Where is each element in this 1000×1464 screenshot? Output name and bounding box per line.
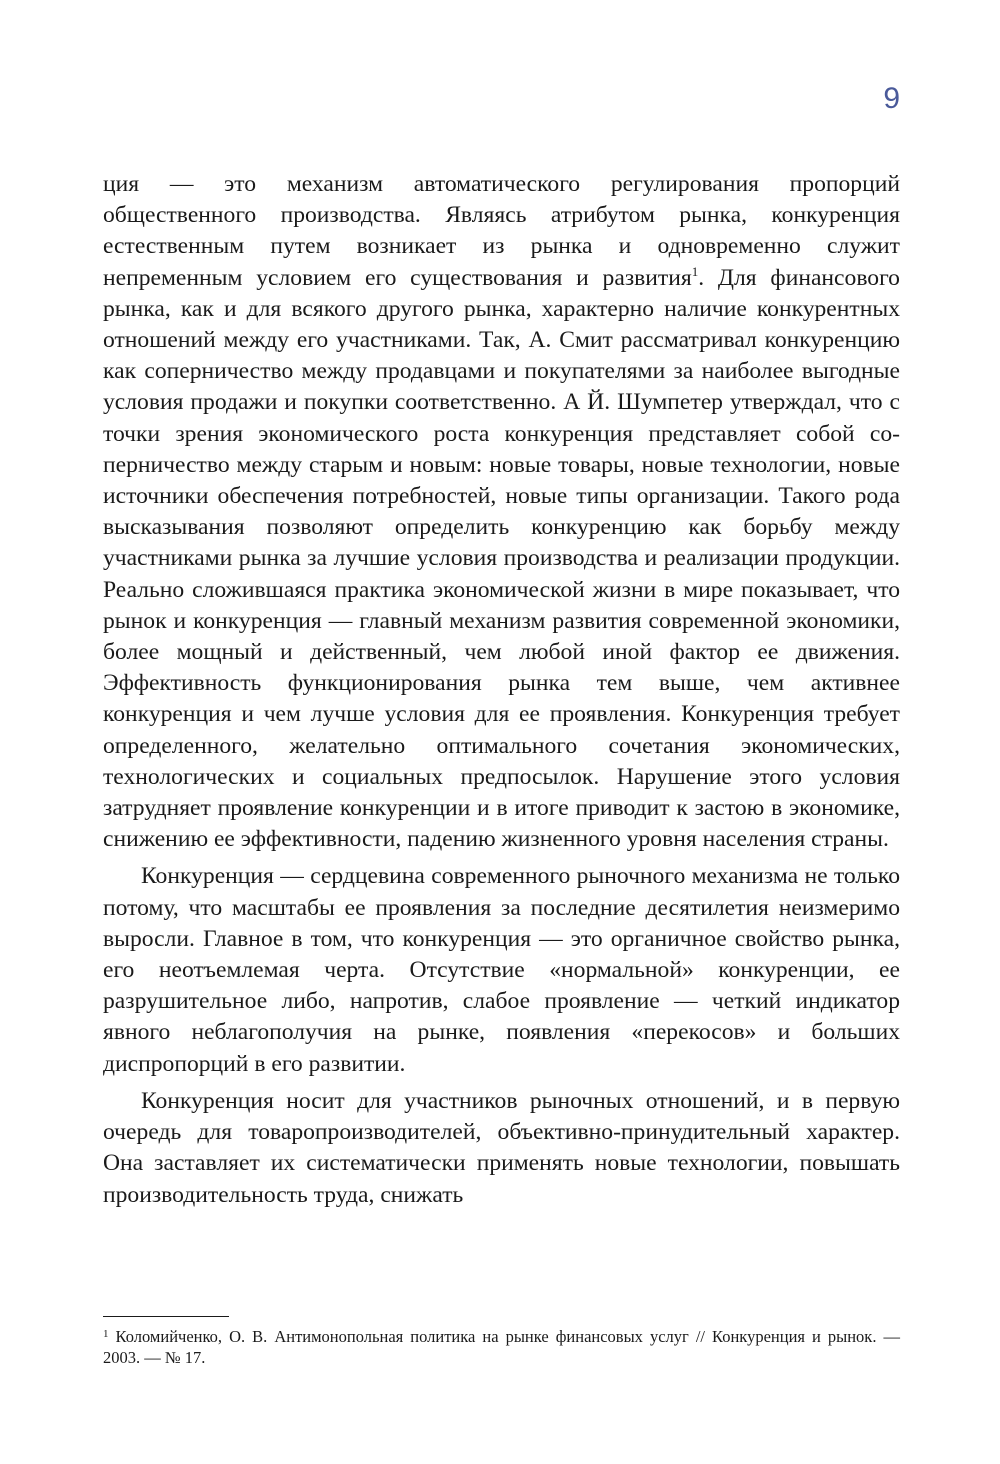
footnote — [103, 1326, 900, 1368]
paragraph-2: Конкуренция — сердцевина современного рыночного механизма не только потому, что масштабы ее проявления за последние десятилетия неизмеримо выросли. Главное в том, что конкуренция — это органичное свойство рынка, его неотъемлемая черта. Отсутствие «нормальной» конкуренции, ее разрушительное либо, напротив, слабое проявление — четкий индикатор явного неблагополучия на рынке, появления «перекосов» и больших диспропорций в его развитии. — [103, 863, 900, 1077]
paragraph-3: Конкуренция носит для участников рыночных отношений, и в первую очередь для товаропроизводителей, объективно-принудительный характер. Она заставляет их систематически применять новые технологии, повышать производительность труда, снижать — [103, 1087, 900, 1208]
paragraph-1-continued: . Для финансового рынка, как и для всякого другого рынка, характерно наличие конкурентных отношений между его участниками. Так, А. Смит рассматривал конкуренцию как соперничество между продавцами и покупателями за наиболее выгодные условия продажи и покупки соответственно. А Й. Шумпетер утверждал, что с точки зрения экономического роста конкуренция представляет собой соперничество между старым и новым: новые товары, новые технологии, новые источники обеспечения потребностей, новые типы организации. Такого рода высказывания позволяют определить конкуренцию как борьбу между участниками рынка за лучшие условия производства и реализации продукции. Реально сложившаяся практика экономической жизни в мире показывает, что рынок и конкуренция — главный механизм развития современной экономики, более мощный и действенный, чем любой иной фактор ее движения. Эффективность функционирования рынка тем выше, чем активнее конкуренция и чем лучше условия для ее проявления. Конкуренция требует определенного, желательно оптимального сочетания экономических, технологических и социальных предпосылок. Нарушение этого условия затрудняет проявление конкуренции и в итоге приводит к застою в экономике, снижению ее эффективности, падению жизненного уровня населения страны. — [103, 264, 900, 853]
paragraph-1 — [103, 169, 900, 855]
footnote-marker: 1 — [103, 1328, 109, 1340]
footnote-reference: 1 — [691, 263, 699, 279]
paragraph-1-text: ция — это механизм автоматического регулирования пропорций общественного производства. Являясь атрибутом рынка, конкуренция естественным путем возникает из рынка и одновременно служит непременным условием его существования и развития — [103, 171, 900, 291]
page-number: 9 — [883, 82, 900, 115]
footnote-divider — [103, 1316, 229, 1317]
footnote-text: Коломийченко, О. В. Антимонопольная политика на рынке финансовых услуг // Конкуренция и рынок. — 2003. — № 17. — [103, 1327, 900, 1367]
body-text — [103, 169, 900, 1217]
